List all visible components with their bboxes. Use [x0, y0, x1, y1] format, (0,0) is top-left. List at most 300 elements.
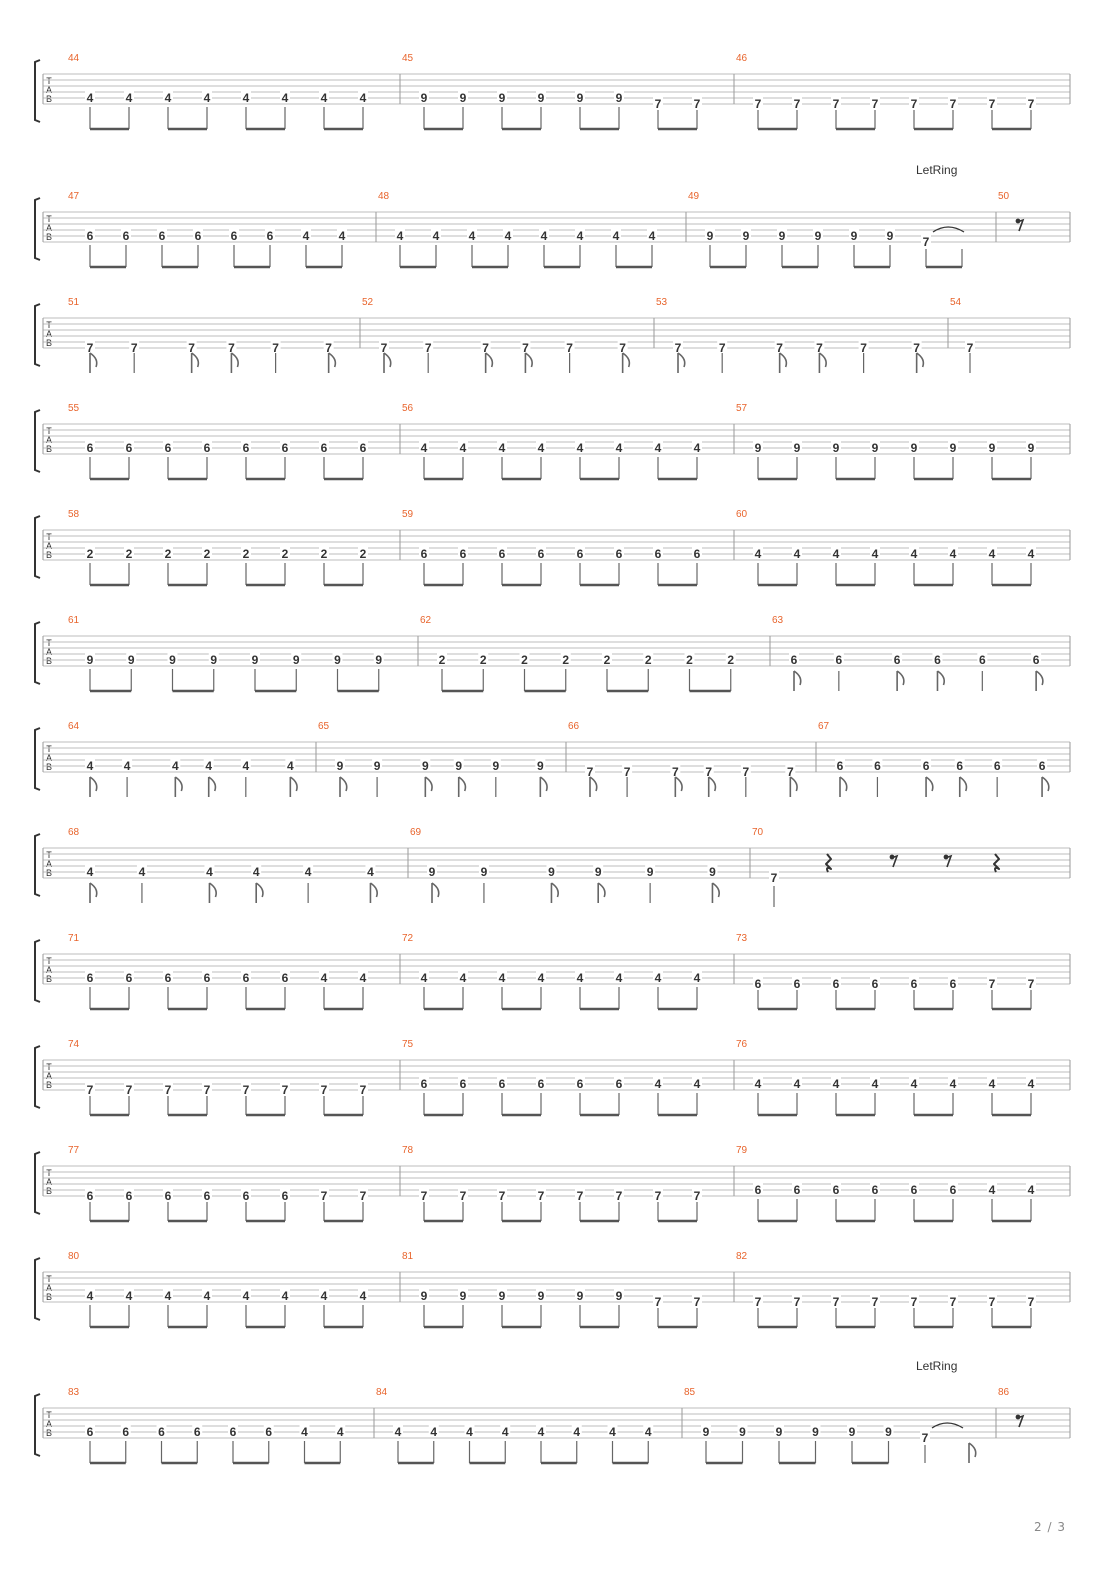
tab-clef-letter: B: [45, 550, 53, 560]
fret-number: 7: [910, 1295, 918, 1309]
fret-number: 6: [86, 229, 94, 243]
fret-number: 7: [619, 341, 626, 355]
fret-number: 7: [359, 1083, 367, 1097]
fret-number: 4: [301, 1425, 308, 1439]
tab-clef-letter: A: [45, 753, 53, 763]
eighth-flag: [90, 883, 97, 903]
fret-number: 6: [832, 1183, 840, 1197]
fret-number: 4: [420, 441, 428, 455]
fret-number: 9: [576, 91, 584, 105]
eighth-flag: [780, 353, 787, 373]
eighth-flag: [840, 777, 847, 797]
fret-number: 4: [203, 1289, 211, 1303]
fret-number: 4: [281, 1289, 289, 1303]
fret-number: 6: [922, 759, 930, 773]
fret-number: 6: [498, 547, 506, 561]
eighth-rest: [1016, 1415, 1023, 1427]
fret-number: 4: [988, 1183, 996, 1197]
eighth-flag: [1042, 777, 1049, 797]
fret-number: 7: [320, 1083, 328, 1097]
fret-number: 9: [814, 229, 822, 243]
fret-number: 4: [654, 1077, 662, 1091]
fret-number: 7: [86, 1083, 94, 1097]
measure: [68, 933, 400, 1009]
eighth-flag: [209, 883, 216, 903]
fret-number: 4: [320, 971, 328, 985]
fret-number: 2: [479, 653, 487, 667]
fret-number: 7: [86, 341, 94, 355]
measure: [688, 191, 996, 267]
measure: [362, 297, 654, 373]
measure: [772, 615, 1043, 691]
fret-number: 2: [603, 653, 611, 667]
tab-system: [35, 827, 1070, 907]
fret-number: 7: [786, 765, 794, 779]
fret-number: 4: [459, 971, 467, 985]
fret-number: 2: [686, 653, 693, 667]
eighth-flag: [794, 671, 801, 691]
fret-number: 7: [623, 765, 631, 779]
fret-number: 9: [885, 1425, 892, 1439]
measure: [410, 827, 750, 903]
measure-number: 73: [736, 933, 748, 944]
fret-number: 6: [459, 1077, 467, 1091]
tab-system: [35, 1251, 1070, 1327]
fret-number: 6: [949, 1183, 957, 1197]
fret-number: 9: [848, 1425, 856, 1439]
measure: [68, 615, 418, 691]
eighth-rest: [1016, 219, 1023, 231]
measure-number: 45: [402, 53, 414, 64]
fret-number: 6: [266, 229, 274, 243]
fret-number: 4: [242, 759, 250, 773]
fret-number: 4: [430, 1425, 438, 1439]
tab-clef-letter: A: [45, 965, 53, 975]
fret-number: 6: [910, 1183, 918, 1197]
fret-number: 6: [158, 1425, 165, 1439]
fret-number: 7: [871, 1295, 879, 1309]
system-bracket: [35, 410, 40, 472]
fret-number: 6: [281, 1189, 289, 1203]
measure: [402, 1039, 734, 1115]
tab-clef-letter: T: [46, 638, 52, 648]
fret-number: 4: [910, 1077, 918, 1091]
tab-clef-letter: B: [45, 1186, 53, 1196]
fret-number: 6: [934, 653, 941, 667]
fret-number: 4: [504, 229, 512, 243]
fret-number: 6: [993, 759, 1001, 773]
measure-number: 80: [68, 1251, 80, 1262]
eighth-flag: [432, 883, 439, 903]
eighth-flag: [897, 671, 904, 691]
eighth-flag: [290, 777, 297, 797]
fret-number: 7: [228, 341, 235, 355]
measure-number: 71: [68, 933, 80, 944]
tab-clef-letter: B: [45, 656, 53, 666]
system-bracket: [35, 1258, 40, 1320]
system-bracket: [35, 728, 40, 790]
measure-number: 70: [752, 827, 764, 838]
rest-stroke: [945, 856, 951, 867]
measure: [684, 1387, 996, 1463]
fret-number: 6: [242, 971, 250, 985]
eighth-flag: [590, 777, 597, 797]
measure-number: 86: [998, 1387, 1010, 1398]
fret-number: 6: [871, 977, 879, 991]
tab-system: [35, 721, 1070, 797]
eighth-rest: [890, 855, 897, 867]
measure-number: 56: [402, 403, 414, 414]
system-bracket: [35, 1152, 40, 1214]
tab-clef-letter: A: [45, 647, 53, 657]
fret-number: 6: [978, 653, 986, 667]
tab-clef-letter: B: [45, 974, 53, 984]
measure: [736, 403, 1036, 479]
measure-number: 53: [656, 297, 668, 308]
measure: [402, 53, 734, 129]
measure: [68, 1039, 400, 1115]
fret-number: 4: [420, 971, 428, 985]
fret-number: 4: [164, 1289, 172, 1303]
fret-number: 6: [164, 1189, 172, 1203]
fret-number: 9: [334, 653, 341, 667]
fret-number: 6: [956, 759, 964, 773]
fret-number: 7: [586, 765, 594, 779]
fret-number: 7: [742, 765, 750, 779]
measure-number: 81: [402, 1251, 414, 1262]
fret-number: 6: [242, 1189, 250, 1203]
fret-number: 7: [921, 1431, 929, 1445]
fret-number: 4: [394, 1425, 402, 1439]
tab-system: [35, 53, 1070, 129]
fret-number: 9: [536, 759, 544, 773]
fret-number: 4: [359, 1289, 367, 1303]
fret-number: 4: [125, 91, 133, 105]
fret-number: 4: [367, 865, 374, 879]
fret-number: 7: [860, 341, 867, 355]
measure-number: 72: [402, 933, 414, 944]
fret-number: 7: [1027, 97, 1035, 111]
fret-number: 9: [548, 865, 555, 879]
fret-number: 6: [242, 441, 250, 455]
fret-number: 4: [832, 547, 840, 561]
measure: [68, 1251, 400, 1327]
fret-number: 4: [832, 1077, 840, 1091]
fret-number: 6: [754, 1183, 762, 1197]
tab-system: [35, 163, 1070, 267]
fret-number: 4: [988, 547, 996, 561]
measure: [402, 403, 734, 479]
fret-number: 2: [125, 547, 133, 561]
measure: [950, 297, 975, 373]
eighth-flag: [209, 777, 216, 797]
fret-number: 6: [122, 1425, 130, 1439]
fret-number: 4: [754, 547, 762, 561]
measure-number: 61: [68, 615, 80, 626]
eighth-flag: [623, 353, 630, 373]
fret-number: 9: [480, 865, 488, 879]
fret-number: 7: [718, 341, 726, 355]
tab-clef-letter: A: [45, 859, 53, 869]
system-bracket: [35, 198, 40, 260]
eighth-flag: [540, 777, 547, 797]
fret-number: 2: [164, 547, 172, 561]
measure: [736, 53, 1036, 129]
measure-number: 74: [68, 1039, 80, 1050]
measure: [68, 827, 408, 903]
tab-clef-letter: T: [46, 850, 52, 860]
fret-number: 4: [949, 547, 957, 561]
fret-number: 6: [281, 441, 289, 455]
fret-number: 9: [615, 1289, 623, 1303]
fret-number: 7: [949, 1295, 957, 1309]
fret-number: 2: [644, 653, 652, 667]
fret-number: 7: [522, 341, 529, 355]
fret-number: 6: [459, 547, 467, 561]
eighth-flag: [675, 777, 682, 797]
measure: [998, 1387, 1023, 1427]
fret-number: 6: [420, 1077, 428, 1091]
eighth-flag: [960, 777, 967, 797]
fret-number: 9: [739, 1425, 746, 1439]
fret-number: 4: [171, 759, 179, 773]
fret-number: 7: [793, 97, 801, 111]
eighth-flag: [598, 883, 605, 903]
let-ring-label: LetRing: [916, 163, 958, 177]
fret-number: 9: [949, 441, 957, 455]
fret-number: 6: [203, 441, 211, 455]
fret-number: 7: [615, 1189, 623, 1203]
fret-number: 4: [693, 1077, 701, 1091]
tab-system: [35, 933, 1070, 1009]
fret-number: 9: [537, 91, 545, 105]
fret-number: 9: [850, 229, 858, 243]
fret-number: 9: [251, 653, 259, 667]
measure-number: 54: [950, 297, 962, 308]
tab-system: [35, 1039, 1070, 1115]
fret-number: 7: [424, 341, 432, 355]
fret-number: 6: [265, 1425, 273, 1439]
fret-number: 9: [615, 91, 623, 105]
eighth-flag: [90, 353, 97, 373]
fret-number: 7: [913, 341, 920, 355]
tab-clef-letter: T: [46, 1410, 52, 1420]
fret-number: 7: [816, 341, 823, 355]
measure: [68, 721, 316, 797]
eighth-flag: [551, 883, 558, 903]
fret-number: 4: [537, 441, 545, 455]
tab-clef-letter: T: [46, 426, 52, 436]
fret-number: 4: [537, 1425, 545, 1439]
measure: [68, 191, 376, 267]
fret-number: 4: [654, 971, 662, 985]
fret-number: 7: [281, 1083, 289, 1097]
fret-number: 4: [164, 91, 172, 105]
fret-number: 4: [1027, 547, 1035, 561]
tab-clef-letter: A: [45, 329, 53, 339]
fret-number: 4: [320, 1289, 328, 1303]
fret-number: 6: [793, 1183, 801, 1197]
tab-clef-letter: T: [46, 532, 52, 542]
fret-number: 2: [438, 653, 446, 667]
eighth-flag: [192, 353, 199, 373]
fret-number: 6: [86, 441, 94, 455]
tab-system: [35, 1359, 1070, 1463]
fret-number: 7: [125, 1083, 133, 1097]
fret-number: 7: [537, 1189, 545, 1203]
fret-number: 2: [320, 547, 328, 561]
fret-number: 6: [537, 1077, 545, 1091]
measure: [736, 933, 1036, 1009]
fret-number: 4: [281, 91, 289, 105]
eighth-flag: [969, 1443, 976, 1463]
fret-number: 7: [910, 97, 918, 111]
tab-clef-letter: A: [45, 1177, 53, 1187]
tab-system: [35, 615, 1070, 691]
measure-number: 60: [736, 509, 748, 520]
fret-number: 4: [540, 229, 548, 243]
fret-number: 7: [242, 1083, 250, 1097]
tab-clef-letter: A: [45, 1071, 53, 1081]
fret-number: 6: [125, 971, 133, 985]
fret-number: 9: [86, 653, 94, 667]
fret-number: 4: [86, 1289, 94, 1303]
measure-number: 84: [376, 1387, 388, 1398]
fret-number: 7: [871, 97, 879, 111]
fret-number: 6: [790, 653, 798, 667]
fret-number: 6: [164, 441, 172, 455]
fret-number: 4: [576, 441, 584, 455]
quarter-rest: [994, 854, 999, 872]
fret-number: 7: [922, 235, 930, 249]
fret-number: 4: [396, 229, 404, 243]
measure: [402, 1251, 734, 1327]
measure-number: 64: [68, 721, 80, 732]
fret-number: 7: [359, 1189, 367, 1203]
measure: [998, 191, 1023, 231]
rest-stroke: [1017, 220, 1023, 231]
fret-number: 7: [459, 1189, 467, 1203]
fret-number: 9: [706, 229, 714, 243]
fret-number: 4: [320, 91, 328, 105]
fret-number: 6: [203, 971, 211, 985]
fret-number: 6: [125, 1189, 133, 1203]
fret-number: 4: [609, 1425, 616, 1439]
fret-number: 9: [537, 1289, 545, 1303]
fret-number: 4: [252, 865, 260, 879]
fret-number: 7: [576, 1189, 584, 1203]
tab-clef-letter: B: [45, 1292, 53, 1302]
fret-number: 2: [727, 653, 735, 667]
fret-number: 4: [498, 971, 506, 985]
fret-number: 4: [871, 547, 879, 561]
fret-number: 4: [793, 1077, 801, 1091]
fret-number: 9: [421, 759, 429, 773]
fret-number: 9: [646, 865, 654, 879]
fret-number: 9: [375, 653, 383, 667]
fret-number: 2: [281, 547, 289, 561]
measure: [568, 721, 816, 797]
fret-number: 4: [138, 865, 146, 879]
fret-number: 7: [674, 341, 682, 355]
fret-number: 7: [325, 341, 332, 355]
measure-number: 51: [68, 297, 80, 308]
measure: [376, 1387, 682, 1463]
fret-number: 6: [203, 1189, 211, 1203]
tab-clef-letter: A: [45, 435, 53, 445]
fret-number: 9: [428, 865, 436, 879]
fret-number: 7: [776, 341, 783, 355]
fret-number: 7: [482, 341, 489, 355]
fret-number: 6: [86, 971, 94, 985]
eighth-rest: [944, 855, 951, 867]
fret-number: 7: [693, 1189, 701, 1203]
measure: [420, 615, 770, 691]
fret-number: 6: [164, 971, 172, 985]
fret-number: 4: [242, 1289, 250, 1303]
system-bracket: [35, 304, 40, 366]
fret-number: 7: [420, 1189, 428, 1203]
measure: [68, 403, 400, 479]
measure-number: 57: [736, 403, 748, 414]
fret-number: 7: [272, 341, 279, 355]
fret-number: 4: [338, 229, 346, 243]
fret-number: 9: [210, 653, 218, 667]
fret-number: 7: [754, 1295, 762, 1309]
fret-number: 4: [359, 971, 367, 985]
fret-number: 4: [123, 759, 131, 773]
fret-number: 4: [949, 1077, 957, 1091]
fret-number: 7: [654, 1295, 662, 1309]
fret-number: 6: [836, 759, 844, 773]
measure: [68, 297, 360, 373]
eighth-flag: [175, 777, 182, 797]
fret-number: 7: [164, 1083, 172, 1097]
eighth-flag: [525, 353, 532, 373]
fret-number: 7: [966, 341, 974, 355]
fret-number: 4: [498, 441, 506, 455]
measure-number: 49: [688, 191, 700, 202]
fret-number: 9: [778, 229, 786, 243]
rest-stroke: [891, 856, 897, 867]
fret-number: 7: [988, 1295, 996, 1309]
fret-number: 4: [754, 1077, 762, 1091]
fret-number: 6: [576, 547, 584, 561]
measure: [402, 933, 734, 1009]
measure: [656, 297, 948, 373]
fret-number: 9: [754, 441, 762, 455]
tab-clef-letter: B: [45, 232, 53, 242]
system-bracket: [35, 834, 40, 896]
fret-number: 7: [498, 1189, 506, 1203]
measure: [68, 1387, 374, 1463]
fret-number: 9: [988, 441, 996, 455]
eighth-flag: [256, 883, 263, 903]
tab-clef-letter: T: [46, 956, 52, 966]
fret-number: 6: [793, 977, 801, 991]
tab-system: [35, 1145, 1070, 1221]
fret-number: 4: [1027, 1183, 1035, 1197]
measure: [736, 1251, 1036, 1327]
system-bracket: [35, 60, 40, 122]
eighth-flag: [486, 353, 493, 373]
tab-clef-letter: T: [46, 1274, 52, 1284]
tab-clef-letter: T: [46, 76, 52, 86]
measure: [818, 721, 1049, 797]
fret-number: 6: [537, 547, 545, 561]
eighth-flag: [819, 353, 826, 373]
fret-number: 9: [498, 91, 506, 105]
